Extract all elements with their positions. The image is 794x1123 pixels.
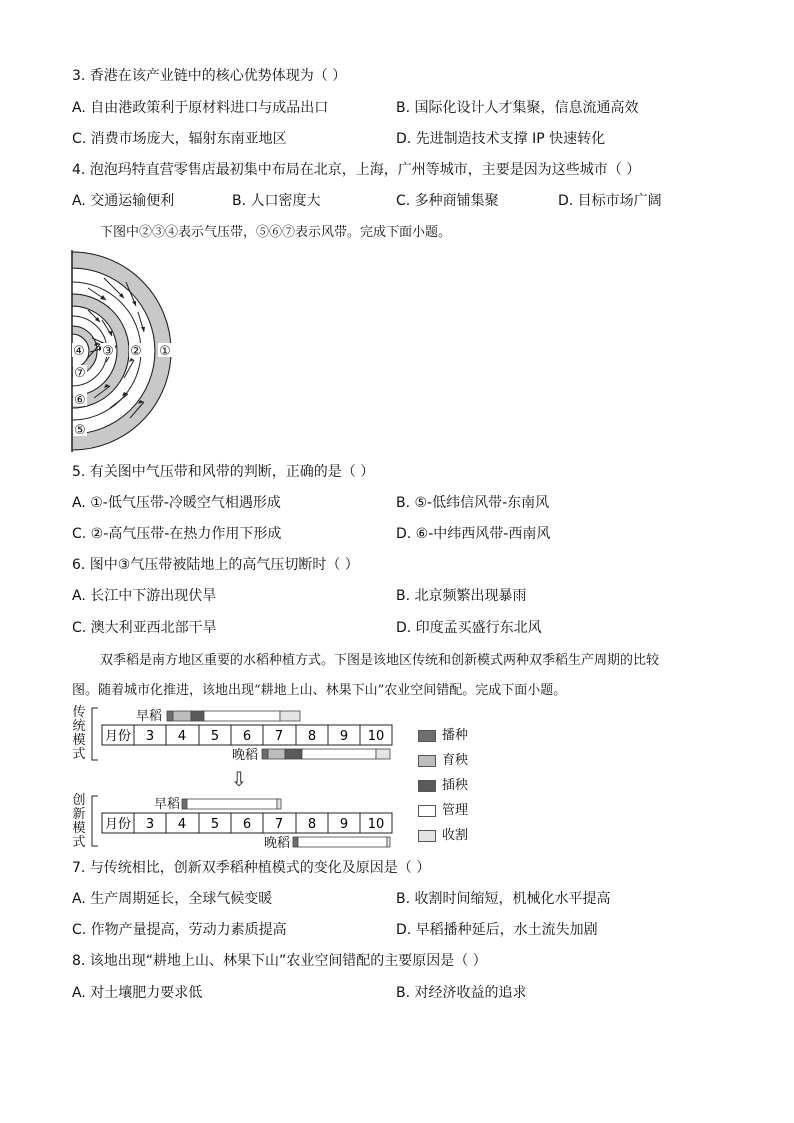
legend-sowing: 播种: [418, 728, 468, 744]
trad-late-rice-bar: [262, 749, 390, 759]
inno-month-4: 4: [177, 817, 187, 832]
question-5-option-a: A. ①-低气压带-冷暖空气相遇形成: [72, 495, 281, 511]
question-8-option-a: A. 对土壤肥力要求低: [72, 985, 203, 1001]
trad-early-rice-bar: [167, 711, 300, 721]
inno-month-5: 5: [210, 817, 220, 832]
legend-transplant-swatch: [418, 780, 436, 792]
question-4-option-a: A. 交通运输便利: [72, 193, 175, 209]
trad-month-4: 4: [177, 729, 187, 744]
label-1: ①: [159, 344, 171, 359]
question-3-stem: 3. 香港在该产业链中的核心优势体现为（ ）: [72, 68, 347, 84]
transition-arrow-icon: ⇩: [230, 767, 248, 791]
question-8-stem: 8. 该地出现“耕地上山、林果下山”农业空间错配的主要原因是（ ）: [72, 953, 487, 969]
inno-month-9: 9: [339, 817, 349, 832]
legend-seedling-swatch: [418, 755, 436, 767]
inno-late-rice-bar: [293, 837, 390, 847]
question-3-option-a: A. 自由港政策利于原材料进口与成品出口: [72, 100, 329, 116]
question-3-option-d: D. 先进制造技术支撑 IP 快速转化: [396, 131, 606, 147]
trad-early-rice-label: 早稻: [136, 709, 163, 724]
question-6-option-b: B. 北京频繁出现暴雨: [396, 588, 527, 604]
intro-rice-line1: 双季稻是南方地区重要的水稻种植方式。下图是该地区传统和创新模式两种双季稻生产周期的比较: [100, 653, 660, 668]
trad-month-8: 8: [307, 729, 317, 744]
question-6-option-c: C. 澳大利亚西北部干旱: [72, 620, 217, 636]
legend-harvest: 收割: [418, 828, 468, 844]
trad-month-row: [102, 725, 392, 745]
inno-month-6: 6: [242, 817, 252, 832]
question-6-option-d: D. 印度孟买盛行东北风: [396, 620, 542, 636]
label-6: ⑥: [74, 393, 86, 408]
question-7-option-a: A. 生产周期延长，全球气候变暖: [72, 891, 273, 907]
rice-production-cycle-chart: [88, 704, 398, 854]
question-5-option-b: B. ⑤-低纬信风带-东南风: [396, 495, 550, 511]
question-4-option-b: B. 人口密度大: [232, 193, 321, 209]
legend-manage-swatch: [418, 805, 436, 817]
label-5: ⑤: [74, 423, 86, 438]
question-8-option-b: B. 对经济收益的追求: [396, 985, 527, 1001]
trad-month-header: 月份: [104, 729, 132, 744]
question-5-option-d: D. ⑥-中纬西风带-西南风: [396, 526, 551, 542]
legend-harvest-swatch: [418, 830, 436, 842]
question-4-option-c: C. 多种商铺集聚: [396, 193, 499, 209]
inno-late-rice-label: 晚稻: [264, 836, 291, 851]
traditional-mode-label: 传 统 模 式: [72, 705, 86, 762]
question-7-option-c: C. 作物产量提高，劳动力素质提高: [72, 922, 287, 938]
legend-sowing-swatch: [418, 730, 436, 742]
inno-early-rice-label: 早稻: [154, 797, 181, 812]
intro-pressure-wind: 下图中②③④表示气压带，⑤⑥⑦表示风带。完成下面小题。: [100, 225, 452, 240]
pressure-wind-belt-diagram: [66, 248, 196, 454]
label-3: ③: [102, 344, 114, 359]
question-7-option-d: D. 早稻播种延后，水土流失加剧: [396, 922, 598, 938]
trad-month-10: 10: [367, 729, 385, 744]
inno-early-rice-bar: [182, 799, 281, 809]
label-4: ④: [73, 344, 85, 359]
trad-month-5: 5: [210, 729, 220, 744]
trad-late-rice-label: 晚稻: [232, 748, 259, 763]
question-3-option-c: C. 消费市场庞大，辐射东南亚地区: [72, 131, 287, 147]
legend-manage: 管理: [418, 803, 468, 819]
inno-month-header: 月份: [104, 817, 132, 832]
inno-month-10: 10: [367, 817, 385, 832]
question-6-option-a: A. 长江中下游出现伏旱: [72, 588, 217, 604]
trad-month-6: 6: [242, 729, 252, 744]
legend-transplant: 插秧: [418, 778, 468, 794]
inno-month-7: 7: [274, 817, 284, 832]
question-6-stem: 6. 图中③气压带被陆地上的高气压切断时（ ）: [72, 557, 359, 573]
inno-month-8: 8: [307, 817, 317, 832]
inno-month-3: 3: [145, 817, 155, 832]
question-7-stem: 7. 与传统相比，创新双季稻种植模式的变化及原因是（ ）: [72, 860, 431, 876]
question-4-stem: 4. 泡泡玛特直营零售店最初集中布局在北京，上海，广州等城市，主要是因为这些城市（ ）: [72, 162, 641, 178]
question-4-option-d: D. 目标市场广阔: [558, 193, 662, 209]
trad-month-7: 7: [274, 729, 284, 744]
intro-rice-line2: 图。随着城市化推进，该地出现“耕地上山、林果下山”农业空间错配。完成下面小题。: [72, 683, 567, 698]
inno-month-row: [102, 813, 392, 833]
question-7-option-b: B. 收割时间缩短，机械化水平提高: [396, 891, 611, 907]
question-5-option-c: C. ②-高气压带-在热力作用下形成: [72, 526, 282, 542]
label-7: ⑦: [74, 366, 86, 381]
question-5-stem: 5. 有关图中气压带和风带的判断，正确的是（ ）: [72, 464, 375, 480]
legend-seedling: 育秧: [418, 753, 468, 769]
trad-month-9: 9: [339, 729, 349, 744]
trad-month-3: 3: [145, 729, 155, 744]
label-2: ②: [130, 344, 142, 359]
innovative-mode-label: 创 新 模 式: [72, 793, 86, 850]
question-3-option-b: B. 国际化设计人才集聚，信息流通高效: [396, 100, 639, 116]
